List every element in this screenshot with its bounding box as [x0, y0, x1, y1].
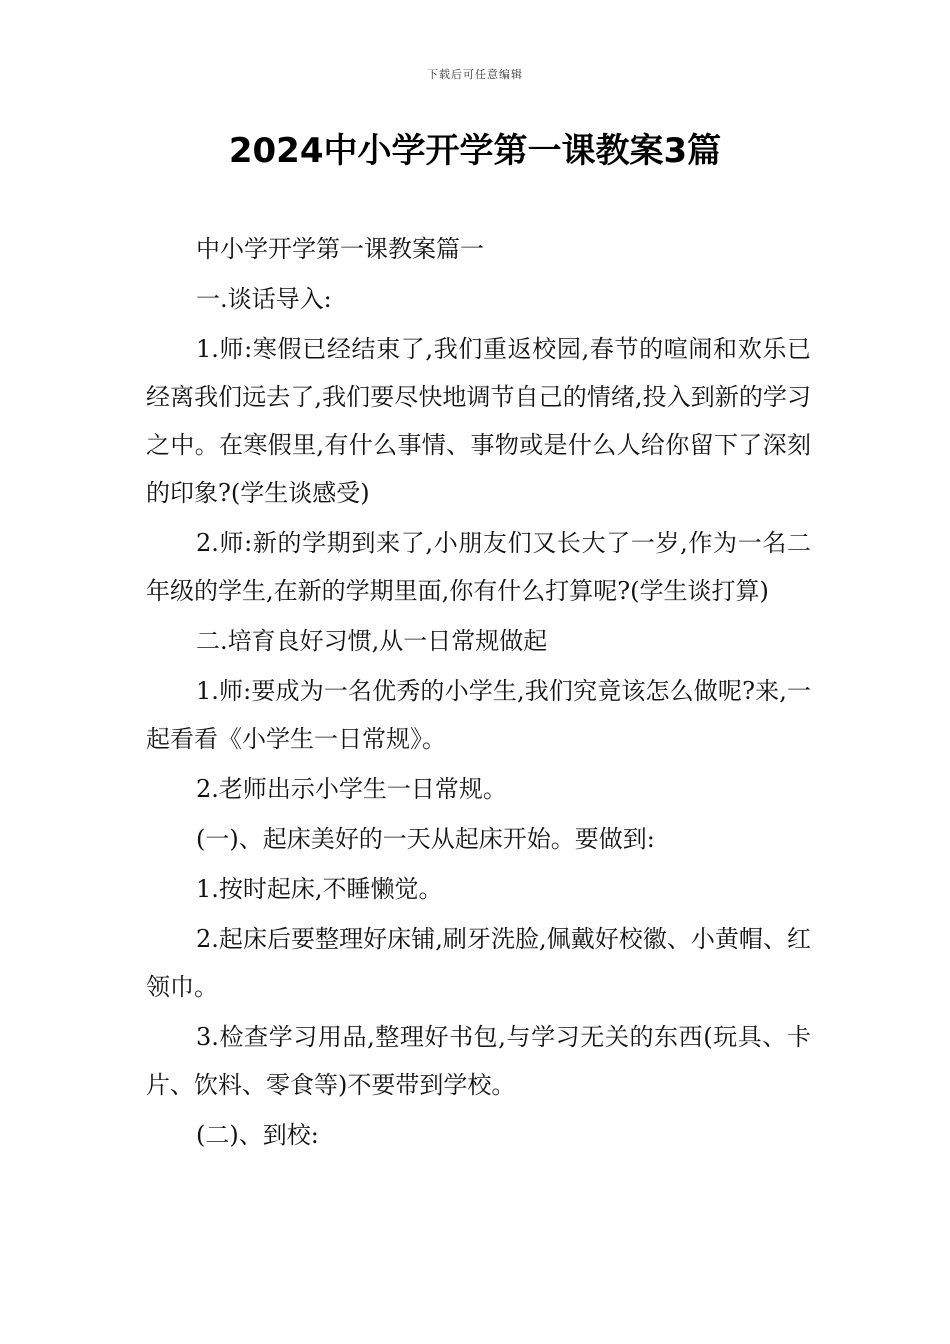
subsection-heading-arrive-school: (二)、到校:	[196, 1121, 319, 1149]
list-item-check-supplies: 3.检查学习用品,整理好书包,与学习无关的东西(玩具、卡片、饮料、零食等)不要带到学校。	[146, 1023, 811, 1099]
paragraph-teacher-winter-break: 1.师:寒假已经结束了,我们重返校园,春节的喧闹和欢乐已经离我们远去了,我们要尽快地调节自己的情绪,投入到新的学习之中。在寒假里,有什么事情、事物或是什么人给你留下了深刻的印象?(学生谈感受)	[146, 335, 811, 507]
list-item-tidy-bed: 2.起床后要整理好床铺,刷牙洗脸,佩戴好校徽、小黄帽、红领巾。	[146, 925, 811, 1001]
section-heading-good-habits: 二.培育良好习惯,从一日常规做起	[196, 627, 548, 655]
section-heading-intro: 一.谈话导入:	[196, 285, 332, 313]
paragraph-teacher-daily-routine: 1.师:要成为一名优秀的小学生,我们究竟该怎么做呢?来,一起看看《小学生一日常规》。	[146, 677, 811, 753]
document-body	[146, 225, 811, 1159]
paragraph-show-routine: 2.老师出示小学生一日常规。	[196, 775, 507, 803]
subsection-heading-wake-up: (一)、起床美好的一天从起床开始。要做到:	[196, 825, 655, 853]
header-note: 下载后可任意编辑	[427, 68, 523, 81]
section-heading-lesson-1: 中小学开学第一课教案篇一	[196, 235, 484, 263]
document-title: 2024中小学开学第一课教案3篇	[228, 131, 722, 171]
paragraph-teacher-new-term: 2.师:新的学期到来了,小朋友们又长大了一岁,作为一名二年级的学生,在新的学期里面,你有什么打算呢?(学生谈打算)	[146, 529, 811, 605]
list-item-wake-on-time: 1.按时起床,不睡懒觉。	[196, 875, 443, 903]
